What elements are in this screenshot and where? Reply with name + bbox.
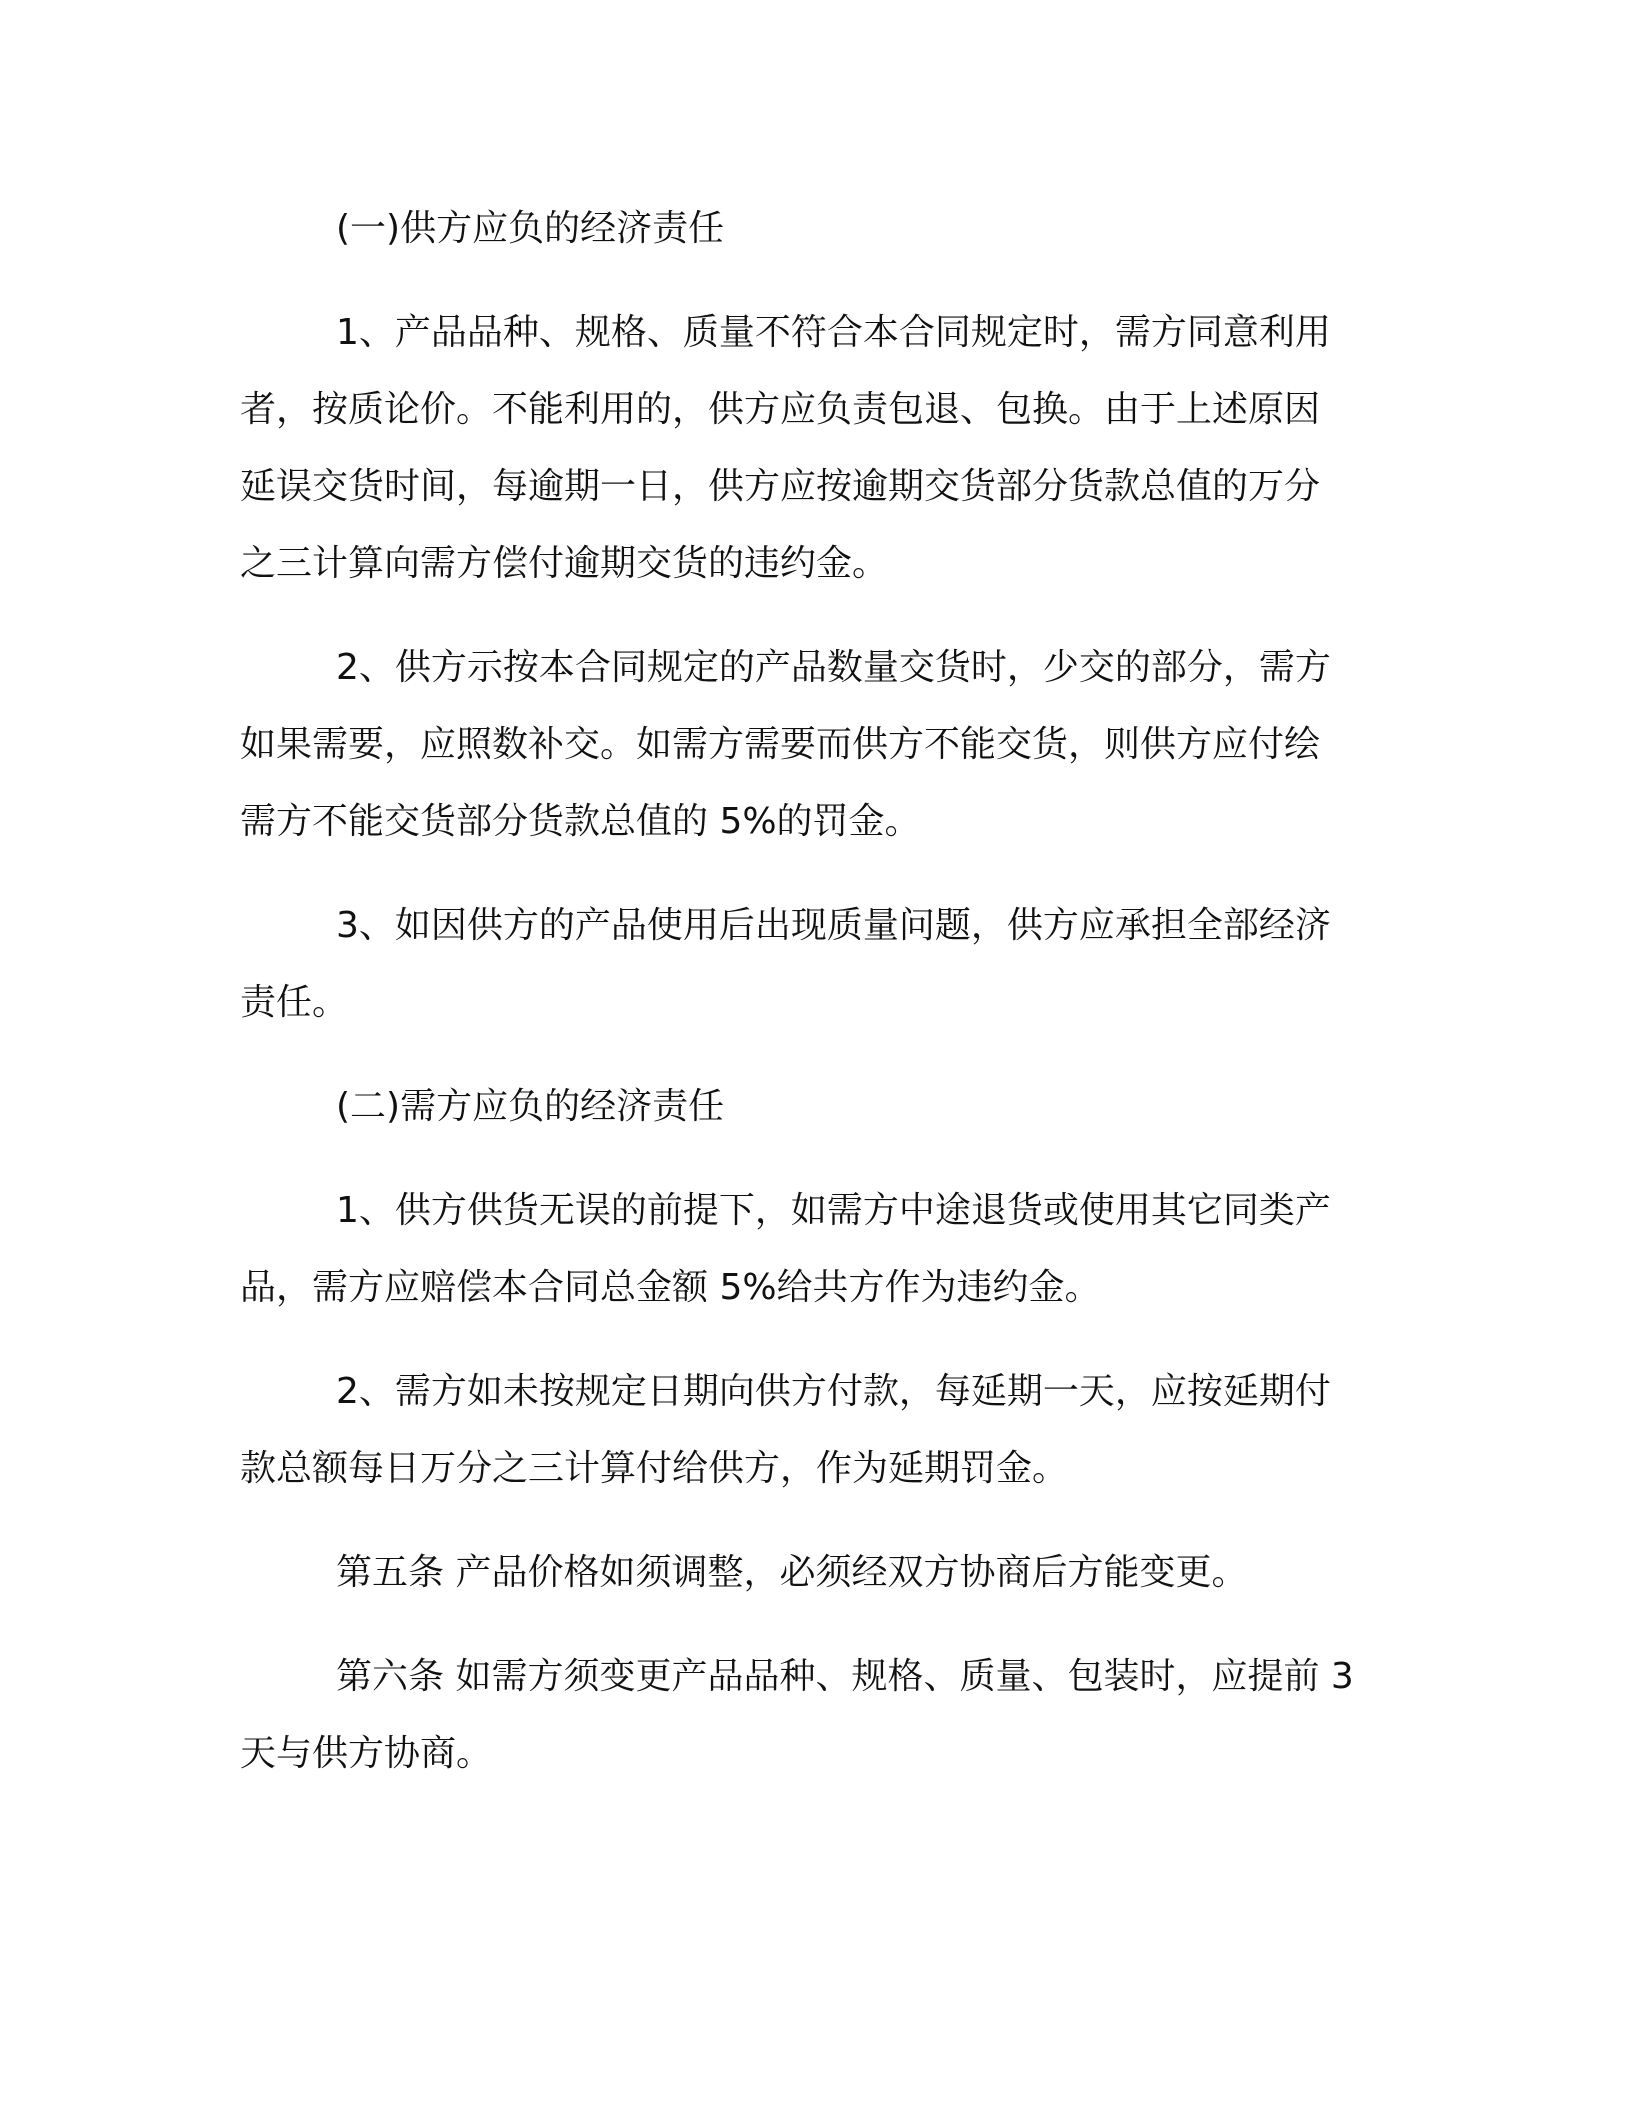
buyer-clause-1 [240,1172,1390,1326]
text-line: 需方不能交货部分货款总值的 5%的罚金。 [240,801,921,842]
article-5 [240,1534,1390,1611]
text-line: 2、需方如未按规定日期向供方付款，每延期一天，应按延期付 [336,1371,1331,1412]
text-line: 款总额每日万分之三计算付给供方，作为延期罚金。 [240,1448,1069,1489]
supplier-clause-2 [240,629,1390,860]
text-line: 责任。 [240,982,349,1023]
text-line: 3、如因供方的产品使用后出现质量问题，供方应承担全部经济 [336,905,1331,946]
supplier-clause-3 [240,887,1390,1041]
text-line: (二)需方应负的经济责任 [336,1086,725,1127]
text-line: 天与供方协商。 [240,1733,493,1774]
text-line: 延误交货时间，每逾期一日，供方应按逾期交货部分货款总值的万分 [240,466,1321,507]
text-line: 第六条 如需方须变更产品品种、规格、质量、包装时，应提前 3 [336,1656,1354,1697]
buyer-clause-2 [240,1353,1390,1507]
document-body [240,190,1390,1819]
text-line: 2、供方示按本合同规定的产品数量交货时，少交的部分，需方 [336,647,1331,688]
text-line: 者，按质论价。不能利用的，供方应负责包退、包换。由于上述原因 [240,389,1321,430]
text-line: 品，需方应赔偿本合同总金额 5%给共方作为违约金。 [240,1267,1101,1308]
text-line: 第五条 产品价格如须调整，必须经双方协商后方能变更。 [336,1552,1248,1593]
text-line: (一)供方应负的经济责任 [336,208,725,249]
section-supplier-heading [240,190,1390,267]
text-line: 1、供方供货无误的前提下，如需方中途退货或使用其它同类产 [336,1190,1331,1231]
text-line: 之三计算向需方偿付逾期交货的违约金。 [240,543,889,584]
article-6 [240,1638,1390,1792]
text-line: 如果需要，应照数补交。如需方需要而供方不能交货，则供方应付绘 [240,724,1321,765]
supplier-clause-1 [240,294,1390,602]
text-line: 1、产品品种、规格、质量不符合本合同规定时，需方同意利用 [336,312,1331,353]
section-buyer-heading [240,1068,1390,1145]
